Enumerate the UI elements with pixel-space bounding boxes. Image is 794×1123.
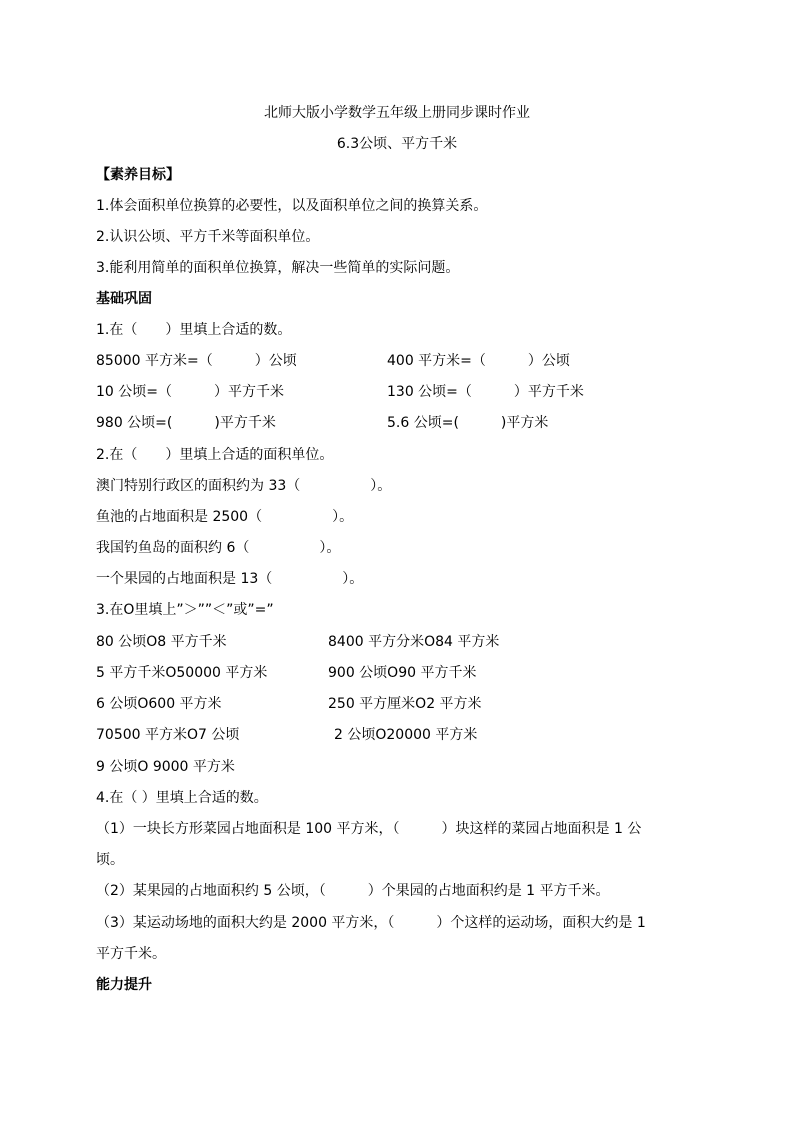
q2-prompt: 2.在（ ）里填上合适的面积单位。 <box>96 447 334 463</box>
q4-part: （1）一块长方形菜园占地面积是 100 平方米，（ ）块这样的菜园占地面积是 1 公 <box>96 821 642 837</box>
q1-item: 400 平方米=（ ）公顷 <box>387 353 570 369</box>
goal-item: 3.能利用简单的面积单位换算，解决一些简单的实际问题。 <box>96 260 460 276</box>
page-title: 北师大版小学数学五年级上册同步课时作业 <box>264 105 530 121</box>
q4-part: （2）某果园的占地面积约 5 公顷，（ ）个果园的占地面积约是 1 平方千米。 <box>96 883 610 899</box>
q2-item: 一个果园的占地面积是 13（ ）。 <box>96 571 364 587</box>
q3-prompt: 3.在O里填上”＞””＜”或”=” <box>96 602 274 618</box>
q4-part: （3）某运动场地的面积大约是 2000 平方米，（ ）个这样的运动场，面积大约是 1 <box>96 915 646 931</box>
q1-item: 5.6 公顷=( )平方米 <box>387 415 549 431</box>
q1-item: 980 公顷=( )平方千米 <box>96 415 276 431</box>
q1-item: 130 公顷=（ ）平方千米 <box>387 384 584 400</box>
q3-item: 9 公顷O 9000 平方米 <box>96 759 235 775</box>
q3-item: 8400 平方分米O84 平方米 <box>328 634 500 650</box>
q3-item: 70500 平方米O7 公顷 <box>96 727 240 743</box>
advanced-heading: 能力提升 <box>96 977 152 993</box>
q3-item: 80 公顷O8 平方千米 <box>96 634 227 650</box>
q3-item: 900 公顷O90 平方千米 <box>328 665 477 681</box>
q2-item: 澳门特别行政区的面积约为 33（ ）。 <box>96 478 392 494</box>
basic-heading: 基础巩固 <box>96 291 152 307</box>
q3-item: 5 平方千米O50000 平方米 <box>96 665 268 681</box>
q3-item: 6 公顷O600 平方米 <box>96 696 222 712</box>
q2-item: 鱼池的占地面积是 2500（ ）。 <box>96 509 354 525</box>
q1-item: 85000 平方米=（ ）公顷 <box>96 353 297 369</box>
page-subtitle: 6.3公顷、平方千米 <box>336 136 458 152</box>
q1-prompt: 1.在（ ）里填上合适的数。 <box>96 322 292 338</box>
q4-part: 平方千米。 <box>96 946 166 962</box>
q2-item: 我国钓鱼岛的面积约 6（ ）。 <box>96 540 341 556</box>
goal-item: 1.体会面积单位换算的必要性，以及面积单位之间的换算关系。 <box>96 198 488 214</box>
goal-item: 2.认识公顷、平方千米等面积单位。 <box>96 229 320 245</box>
q3-item: 2 公顷O20000 平方米 <box>334 727 478 743</box>
q4-prompt: 4.在（ ）里填上合适的数。 <box>96 790 268 806</box>
goals-heading: 【素养目标】 <box>96 167 180 183</box>
q1-item: 10 公顷=（ ）平方千米 <box>96 384 284 400</box>
q4-part: 顷。 <box>96 852 124 868</box>
q3-item: 250 平方厘米O2 平方米 <box>328 696 482 712</box>
